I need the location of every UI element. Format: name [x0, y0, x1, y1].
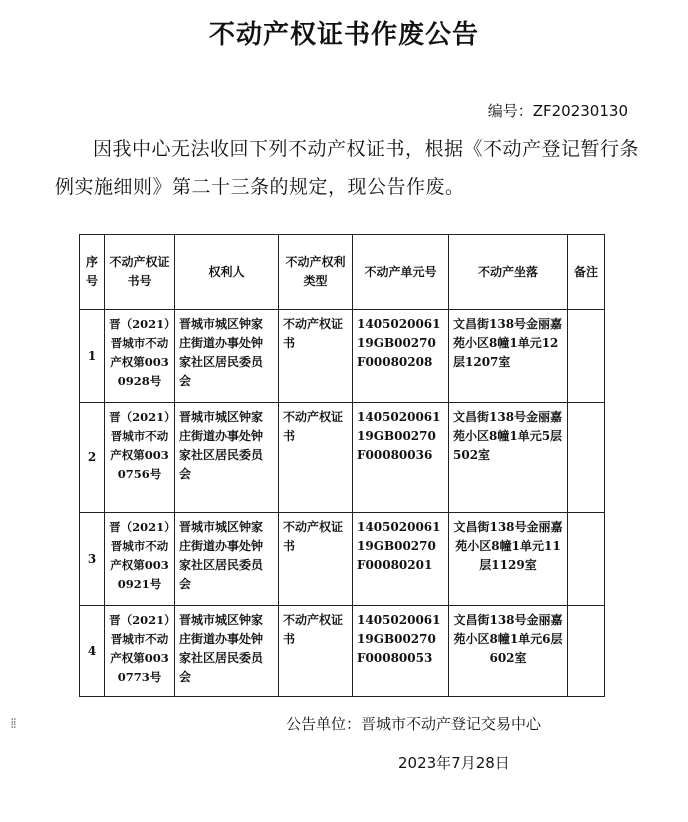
cell-note: [568, 513, 605, 606]
issuer: 公告单位：晋城市不动产登记交易中心: [286, 715, 542, 733]
cell-no: 1: [80, 310, 105, 403]
cell-owner: 晋城市城区钟家庄街道办事处钟家社区居民委员会: [175, 513, 279, 606]
document-number: 编号：ZF20230130: [487, 102, 628, 120]
header-no: 序号: [80, 235, 105, 310]
table-row: [80, 513, 605, 606]
cell-right-type: 不动产权证书: [279, 403, 353, 513]
cell-note: [568, 606, 605, 697]
cell-location: 文昌街138号金丽嘉苑小区8幢1单元6层602室: [449, 606, 568, 697]
header-note: 备注: [568, 235, 605, 310]
cell-location: 文昌街138号金丽嘉苑小区8幢1单元11层1129室: [449, 513, 568, 606]
header-right-type: 不动产权利类型: [279, 235, 353, 310]
table-row: [80, 403, 605, 513]
table-row: [80, 310, 605, 403]
cell-note: [568, 310, 605, 403]
cell-cert: 晋（2021）晋城市不动产权第0030928号: [105, 310, 175, 403]
header-unit: 不动产单元号: [353, 235, 449, 310]
certificate-table: [79, 234, 605, 697]
cell-no: 3: [80, 513, 105, 606]
cell-right-type: 不动产权证书: [279, 513, 353, 606]
page-title: 不动产权证书作废公告: [208, 20, 479, 50]
drag-handle-icon[interactable]: ⁞⁞: [10, 716, 15, 732]
header-owner: 权利人: [175, 235, 279, 310]
cell-owner: 晋城市城区钟家庄街道办事处钟家社区居民委员会: [175, 403, 279, 513]
table-header-row: [80, 235, 605, 310]
cell-unit: 140502006119GB00270F00080036: [353, 403, 449, 513]
cell-no: 2: [80, 403, 105, 513]
cell-cert: 晋（2021）晋城市不动产权第0030756号: [105, 403, 175, 513]
cell-cert: 晋（2021）晋城市不动产权第0030921号: [105, 513, 175, 606]
header-location: 不动产坐落: [449, 235, 568, 310]
cell-right-type: 不动产权证书: [279, 310, 353, 403]
cell-cert: 晋（2021）晋城市不动产权第0030773号: [105, 606, 175, 697]
announcement-intro: 因我中心无法收回下列不动产权证书，根据《不动产登记暂行条例实施细则》第二十三条的规定，现公告作废。: [55, 138, 640, 198]
cell-unit: 140502006119GB00270F00080201: [353, 513, 449, 606]
header-cert: 不动产权证书号: [105, 235, 175, 310]
table-row: [80, 606, 605, 697]
cell-location: 文昌街138号金丽嘉苑小区8幢1单元12层1207室: [449, 310, 568, 403]
cell-unit: 140502006119GB00270F00080053: [353, 606, 449, 697]
cell-unit: 140502006119GB00270F00080208: [353, 310, 449, 403]
cell-note: [568, 403, 605, 513]
cell-no: 4: [80, 606, 105, 697]
cell-location: 文昌街138号金丽嘉苑小区8幢1单元5层502室: [449, 403, 568, 513]
cell-owner: 晋城市城区钟家庄街道办事处钟家社区居民委员会: [175, 310, 279, 403]
cell-right-type: 不动产权证书: [279, 606, 353, 697]
announcement-date: 2023年7月28日: [398, 754, 510, 772]
cell-owner: 晋城市城区钟家庄街道办事处钟家社区居民委员会: [175, 606, 279, 697]
